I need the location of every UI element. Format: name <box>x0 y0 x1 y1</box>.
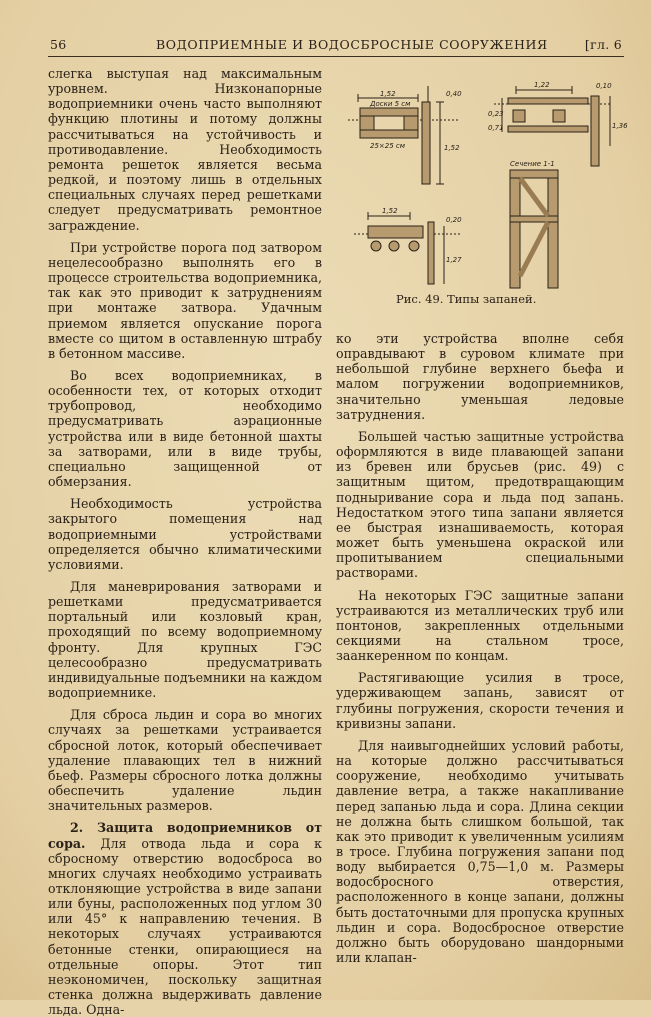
paragraph: Для сброса льдин и сора во многих случаях за решетками устраивается сбросной лоток, который обеспечивает удаление плавающих тел в нижний бьеф. Размеры сбросного лотка должны обеспечить удаление льдин значительных размеров. <box>48 707 322 813</box>
dim-label: 0,10 <box>596 82 612 90</box>
dim-label: 1,52 <box>380 90 396 98</box>
timber <box>404 116 418 130</box>
dim-label: 0,20 <box>446 216 462 224</box>
paragraph: Большей частью защитные устройства оформляются в виде плавающей запани из бревен или брусьев (рис. 49) с защитным щитом, предотвращающим подныривание сора и льда под запань. Недостатком этого типа запани является ее быстрая изнашиваемость, которая может быть уменьшена окраской или пропитыванием специальными растворами. <box>336 429 624 581</box>
running-title: ВОДОПРИЕМНЫЕ И ВОДОСБРОСНЫЕ СООРУЖЕНИЯ <box>156 37 548 52</box>
dim-label: 0,71 <box>488 124 504 132</box>
section-text: Для отвода льда и сора к сбросному отверстию водосброса во многих случаях необходимо устраивать отклоняющие устройства в виде запани или буны, расположенных под углом 30 или 45° к направлению течения. В некоторых случаях устраиваются бетонные стенки, опирающиеся на отдельные опоры. Этот тип неэкономичен, поскольку защитная стенка должна выдерживать давление льда. Одна- <box>48 836 322 1017</box>
section-label: Сечение 1-1 <box>510 160 555 168</box>
chapter-marker: [гл. 6 <box>585 37 622 52</box>
section-heading: 2. Защита водоприемников от сора. <box>48 820 322 850</box>
dim-label: 1,22 <box>534 81 550 89</box>
dim-label: Доски 5 см <box>369 100 411 108</box>
shield <box>422 102 430 184</box>
dim-label: 0,23 <box>488 110 504 118</box>
truss-post <box>510 170 520 288</box>
paragraph: На некоторых ГЭС защитные запани устраиваются из металлических труб или понтонов, закрепленных отдельными секциями на стальном тросе, заанкеренном по концам. <box>336 588 624 664</box>
paragraph: Растягивающие усилия в тросе, удерживающем запань, зависят от глубины погружения, скорости течения и кривизны запани. <box>336 670 624 731</box>
left-column <box>48 66 322 1017</box>
plank <box>360 130 418 138</box>
paragraph: Необходимость устройства закрытого помещения над водоприемными устройствами определяется обычно климатическими условиями. <box>48 496 322 572</box>
figure-49 <box>348 76 624 326</box>
paragraph: Для наивыгоднейших условий работы, на которые должно рассчитываться сооружение, необходимо учитывать давление ветра, а также накапливание перед запанью льда и сора. Длина секции не должна быть слишком большой, так как это приводит к увеличенным усилиям в тросе. Глубина погружения запани под воду выбирается 0,75—1,0 м. Размеры водосбросного отверстия, расположенного в конце запани, должны быть достаточными для пропуска крупных льдин и сора. Водосбросное отверстие должно быть оборудовано шандорными или клапан- <box>336 738 624 965</box>
dim-label: 1,52 <box>382 207 398 215</box>
dim-label: 1,52 <box>444 144 460 152</box>
paragraph: При устройстве порога под затвором нецелесообразно выполнять его в процессе строительства водоприемника, так как это приводит к затруднениям при монтаже затвора. Удачным приемом является опускание порога вместе со щитом в оставленную штрабу в бетонном массиве. <box>48 240 322 361</box>
page-number: 56 <box>50 37 67 52</box>
running-header <box>48 34 624 57</box>
dim-label: 0,40 <box>446 90 462 98</box>
boom-diagrams <box>348 76 624 291</box>
dim-label: 1,27 <box>446 256 462 264</box>
dim-label: 1,36 <box>612 122 628 130</box>
paragraph: слегка выступая над максимальным уровнем. Низконапорные водоприемники очень часто выполняют функцию плотины и потому должны рассчитываться на устойчивость и противодавление. Необходимость ремонта решеток является весьма редкой, и поэтому лишь в отдельных специальных случаях перед решетками следует предусматривать ремонтное заграждение. <box>48 66 322 233</box>
section-paragraph <box>48 820 322 1017</box>
timber <box>360 116 374 130</box>
right-column <box>336 331 624 965</box>
paragraph: Во всех водоприемниках, в особенности тех, от которых отходит трубопровод, необходимо предусматривать аэрационные устройства или в виде бетонной шахты за затворами, или в виде трубы, специально защищенной от обмерзания. <box>48 368 322 489</box>
plank <box>360 108 418 116</box>
dim-label: 25×25 см <box>370 142 406 150</box>
truss-post <box>548 170 558 288</box>
paragraph: Для маневрирования затворами и решетками предусматривается портальный или козловый кран, проходящий по всему водоприемному фронту. Для крупных ГЭС целесообразно предусматривать индивидуальные подъемники на каждом водоприемнике. <box>48 579 322 700</box>
paragraph: ко эти устройства вполне себя оправдывают в суровом климате при небольшой глубине верхнего бьефа и малом погружении водоприемников, значительно уменьшая ледовые затруднения. <box>336 331 624 422</box>
figure-caption: Рис. 49. Типы запаней. <box>396 292 536 306</box>
